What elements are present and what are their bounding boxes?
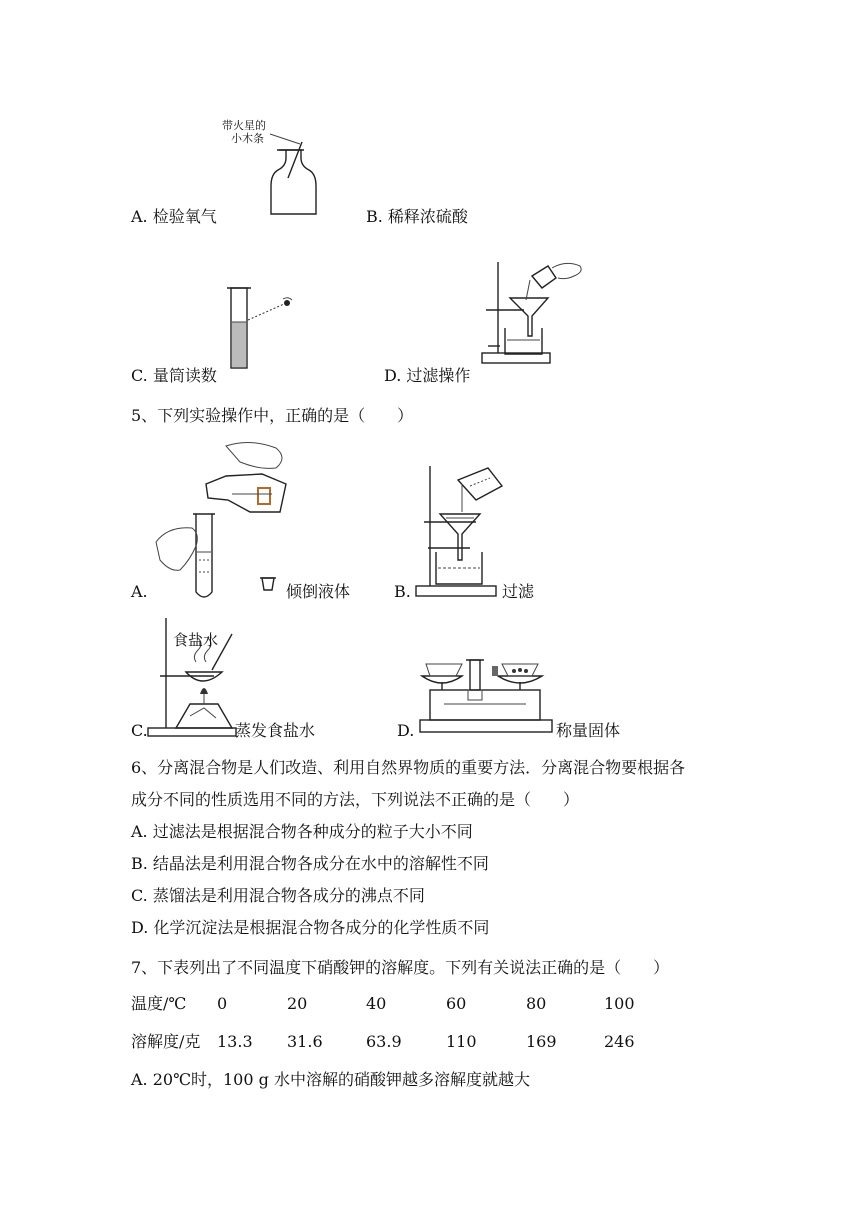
q4-option-a-fig-label-1: 带火星的 — [222, 119, 266, 132]
q4-option-a: A. 检验氧气 — [131, 207, 217, 226]
q6-option-a: A. 过滤法是根据混合物各种成分的粒子大小不同 — [131, 822, 473, 841]
table-row-1-cell: 80 — [526, 994, 547, 1013]
q4-option-b: B. 稀释浓硫酸 — [366, 207, 468, 226]
q6-option-d: D. 化学沉淀法是根据混合物各成分的化学性质不同 — [131, 918, 490, 937]
table-row-1-header: 温度/℃ — [131, 994, 187, 1013]
q5-option-c-letter: C. — [131, 721, 148, 740]
table-row-1-cell: 0 — [217, 994, 228, 1013]
q5-option-d-letter: D. — [397, 721, 415, 740]
q5-option-c-text: 蒸发食盐水 — [235, 721, 316, 740]
q5-option-a-text: 倾倒液体 — [286, 582, 351, 601]
q5-option-a-letter: A. — [131, 582, 148, 601]
q5-option-c-fig-label: 食盐水 — [173, 631, 219, 649]
q6-stem-line-1: 6、分离混合物是人们改造、利用自然界物质的重要方法．分离混合物要根据各 — [131, 758, 686, 777]
table-row-2-cell: 169 — [526, 1032, 557, 1051]
q6-option-c: C. 蒸馏法是利用混合物各成分的沸点不同 — [131, 886, 425, 905]
table-row-2-cell: 63.9 — [366, 1032, 402, 1051]
table-row-2-cell: 13.3 — [217, 1032, 253, 1051]
table-row-2-cell: 246 — [604, 1032, 635, 1051]
table-row-2-cell: 110 — [446, 1032, 477, 1051]
q5-option-b-letter: B. — [394, 582, 411, 601]
q4-option-d: D. 过滤操作 — [384, 366, 471, 385]
table-row-1-cell: 100 — [604, 994, 635, 1013]
table-row-1-cell: 60 — [446, 994, 467, 1013]
q7-option-a: A. 20℃时，100 g 水中溶解的硝酸钾越多溶解度就越大 — [131, 1070, 530, 1089]
q6-option-b: B. 结晶法是利用混合物各成分在水中的溶解性不同 — [131, 854, 489, 873]
table-row-2-cell: 31.6 — [287, 1032, 323, 1051]
q4-option-a-fig-label-2: 小木条 — [231, 132, 264, 145]
q7-stem: 7、下表列出了不同温度下硝酸钾的溶解度。下列有关说法正确的是（ ） — [131, 958, 670, 977]
q4-option-c: C. 量筒读数 — [131, 366, 217, 385]
q6-stem-line-2: 成分不同的性质选用不同的方法，下列说法不正确的是（ ） — [131, 790, 580, 809]
table-row-1-cell: 40 — [366, 994, 387, 1013]
table-row-2-header: 溶解度/克 — [131, 1032, 201, 1051]
q5-stem: 5、下列实验操作中，正确的是（ ） — [131, 406, 414, 425]
table-row-1-cell: 20 — [287, 994, 308, 1013]
q5-option-d-text: 称量固体 — [556, 721, 621, 740]
q5-option-b-text: 过滤 — [502, 582, 535, 601]
